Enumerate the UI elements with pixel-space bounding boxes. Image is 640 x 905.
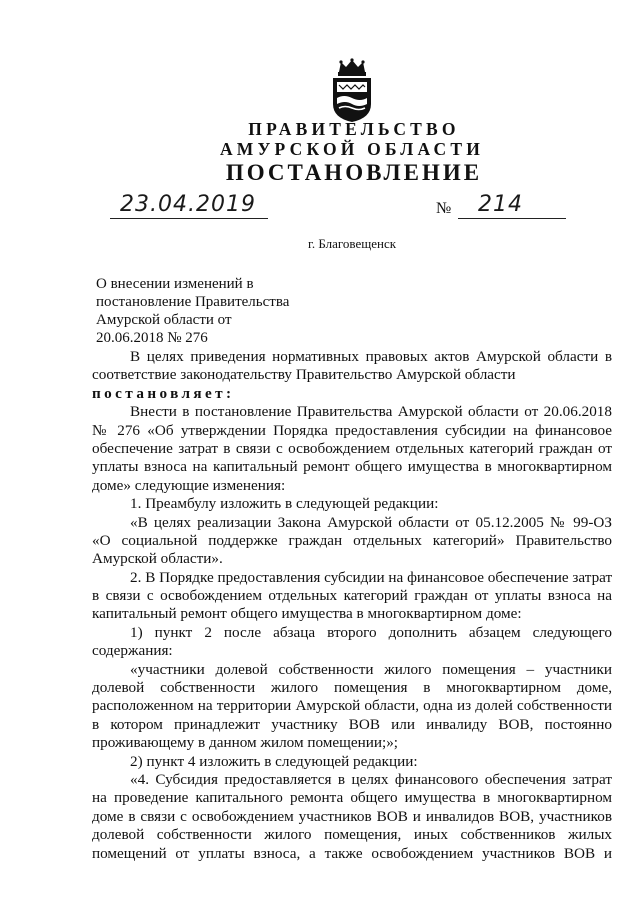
body-line: обеспечение затрат в связи с освобождением отдельных категорий граждан от <box>92 439 612 457</box>
body-line: долевой собственности жилого помещения, иных собственников жилых <box>92 826 612 844</box>
organization-name-line1: ПРАВИТЕЛЬСТВО <box>248 119 460 139</box>
body-line: 1. Преамбулу изложить в следующей редакции: <box>130 495 439 513</box>
number-underline <box>458 218 566 219</box>
body-line: в котором принадлежит участнику ВОВ или инвалиду ВОВ, постоянно <box>92 715 612 733</box>
body-line: содержания: <box>92 642 173 660</box>
subject-line: О внесении изменений в <box>96 276 254 292</box>
body-line: уплаты взноса на капитальный ремонт общего имущества в многоквартирном <box>92 458 612 476</box>
body-line: 2. В Порядке предоставления субсидии на финансовое обеспечение затрат <box>130 568 613 586</box>
document-body <box>92 348 612 863</box>
body-line: Внести в постановление Правительства Амурской области от 20.06.2018 <box>130 403 612 421</box>
body-line: доме в связи с освобождением участников ВОВ и инвалидов ВОВ, участников <box>92 807 612 825</box>
body-line: Амурской области». <box>92 550 223 568</box>
body-line: 1) пункт 2 после абзаца второго дополнить абзацем следующего <box>130 623 612 641</box>
body-line: 2) пункт 4 изложить в следующей редакции: <box>130 752 418 770</box>
body-line: «В целях реализации Закона Амурской области от 05.12.2005 № 99-ОЗ <box>130 513 612 531</box>
document-subject <box>96 275 326 347</box>
subject-line: 20.06.2018 № 276 <box>96 330 208 346</box>
body-line: В целях приведения нормативных правовых актов Амурской области в <box>130 348 612 365</box>
document-type: ПОСТАНОВЛЕНИЕ <box>225 160 483 185</box>
body-line: расположенном на территории Амурской области, одна из долей собственности <box>92 697 612 715</box>
body-line: в связи с освобождением отдельных категорий граждан от уплаты взноса на <box>92 587 612 605</box>
body-line: помещений от уплаты взноса, а также освобождением участников ВОВ и <box>92 844 612 862</box>
body-line: «4. Субсидия предоставляется в целях финансового обеспечения затрат <box>130 770 612 788</box>
body-line: проживающему в данном жилом помещении;»; <box>92 734 399 752</box>
body-line: «О социальной поддержке граждан отдельных категорий» Правительство <box>92 531 612 549</box>
date-underline <box>110 218 268 219</box>
body-line: № 276 «Об утверждении Порядка предоставления субсидии на финансовое <box>92 421 612 439</box>
subject-line: Амурской области от <box>96 312 232 328</box>
body-line: долевой собственности жилого помещения в многоквартирном доме, <box>92 679 612 697</box>
amur-region-coat-of-arms-icon <box>327 58 377 124</box>
body-line: капитальный ремонт общего имущества в многоквартирном доме: <box>92 605 522 623</box>
number-sign: № <box>436 200 452 217</box>
body-line: «участники долевой собственности жилого помещения – участники <box>130 660 612 678</box>
organization-name-line2: АМУРСКОЙ ОБЛАСТИ <box>219 139 485 159</box>
body-line: доме» следующие изменения: <box>92 476 286 494</box>
document-number: 214 <box>478 192 523 217</box>
document-date: 23.04.2019 <box>120 192 256 217</box>
subject-line: постановление Правительства <box>96 294 290 310</box>
body-line: на проведение капитального ремонта общего имущества в многоквартирном <box>92 789 612 807</box>
document-city: г. Благовещенск <box>307 236 397 251</box>
body-line-keyword: постановляет: <box>92 384 235 402</box>
body-line: соответствие законодательству Правительство Амурской области <box>92 366 516 384</box>
